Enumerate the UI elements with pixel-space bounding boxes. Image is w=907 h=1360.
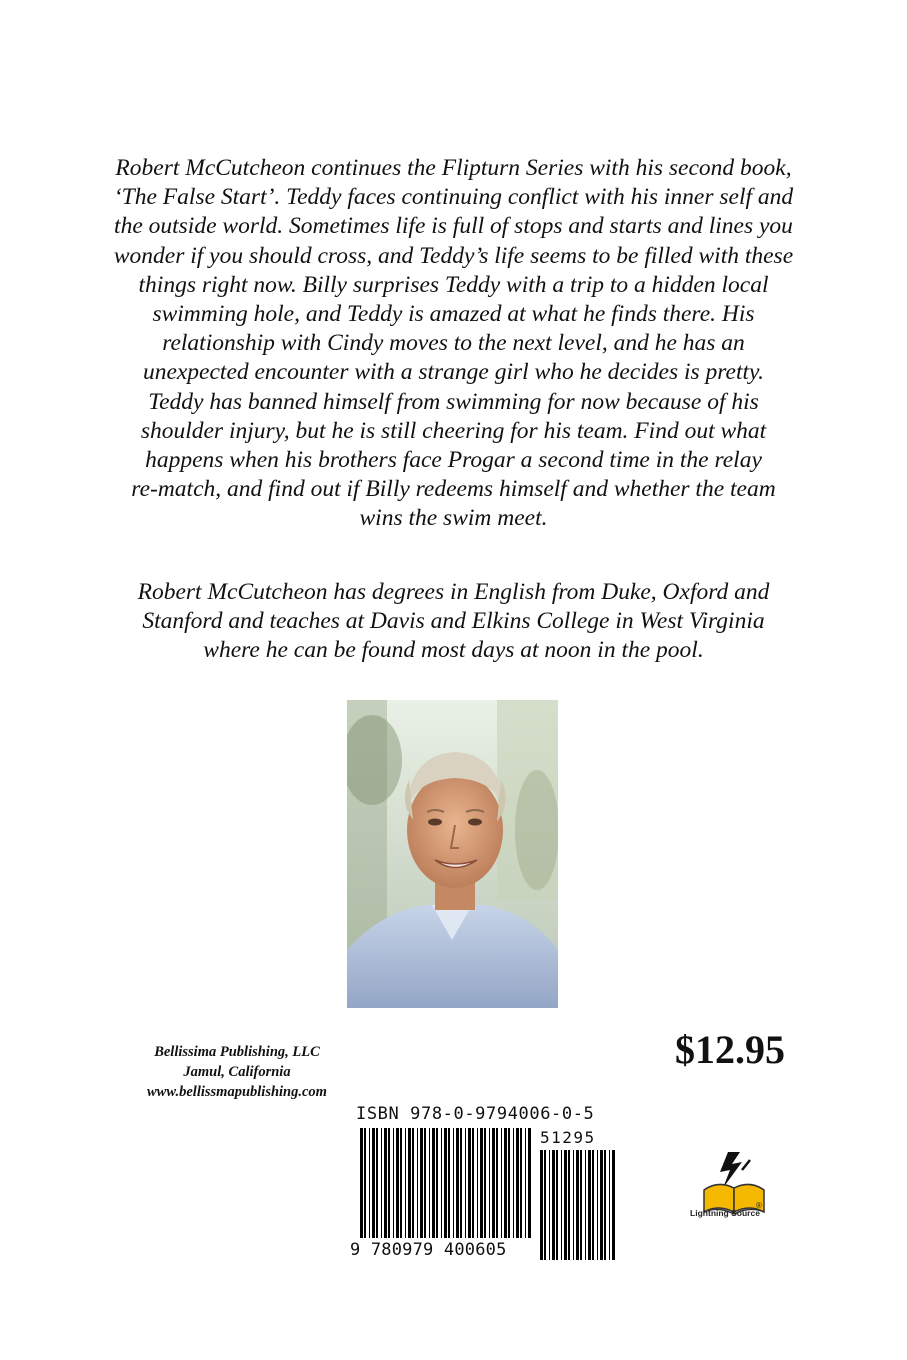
publisher-location: Jamul, California: [183, 1064, 291, 1080]
barcode-bar: [520, 1128, 522, 1238]
barcode-bar: [369, 1128, 370, 1238]
barcode-bar: [412, 1128, 414, 1238]
synopsis-line: unexpected encounter with a strange girl who he decides is pretty.: [142, 359, 765, 386]
bio-line: where he can be found most days at noon in the pool.: [203, 637, 704, 664]
barcode-bar: [381, 1128, 382, 1238]
barcode-bar: [364, 1128, 366, 1238]
publisher-website: www.bellissmapublishing.com: [147, 1084, 327, 1100]
barcode-bar: [477, 1128, 478, 1238]
barcode-bar: [393, 1128, 394, 1238]
barcode-bar: [384, 1128, 387, 1238]
barcode-bar: [585, 1150, 586, 1260]
barcode-bar: [576, 1150, 579, 1260]
barcode-bar: [432, 1128, 435, 1238]
barcode-bar: [465, 1128, 466, 1238]
barcode-bar: [564, 1150, 567, 1260]
barcode-bar: [480, 1128, 483, 1238]
barcode-bar: [573, 1150, 574, 1260]
synopsis-line: wonder if you should cross, and Teddy’s life seems to be filled with these: [113, 242, 794, 269]
barcode-bar: [504, 1128, 507, 1238]
synopsis-line: shoulder injury, but he is still cheering for his team. Find out what: [140, 417, 767, 444]
lightning-source-label: Lightning Source: [690, 1208, 760, 1218]
publisher-info: [112, 1042, 362, 1102]
synopsis-line: the outside world. Sometimes life is full of stops and starts and lines you: [114, 213, 793, 240]
barcode-bar: [429, 1128, 430, 1238]
author-photo: [347, 700, 558, 1008]
synopsis-line: re-match, and find out if Billy redeems himself and whether the team: [131, 476, 776, 503]
barcode-bar: [453, 1128, 454, 1238]
bio-line: Stanford and teaches at Davis and Elkins College in West Virginia: [142, 608, 765, 635]
price-addon-digits: 51295: [540, 1128, 596, 1147]
barcode-bar: [417, 1128, 418, 1238]
barcode-bar: [609, 1150, 610, 1260]
barcode-bar: [549, 1150, 550, 1260]
barcode-bar: [360, 1128, 363, 1238]
barcode-bar: [396, 1128, 399, 1238]
publisher-name: Bellissima Publishing, LLC: [154, 1044, 320, 1060]
barcode-bar: [489, 1128, 490, 1238]
back-cover-synopsis: [60, 154, 847, 534]
synopsis-line: happens when his brothers face Progar a second time in the relay: [145, 447, 762, 474]
registered-mark: ®: [756, 1201, 762, 1210]
barcode-bar: [400, 1128, 402, 1238]
barcode-bar: [513, 1128, 514, 1238]
barcode-bar: [612, 1150, 615, 1260]
barcode-bar: [516, 1128, 519, 1238]
synopsis-line: wins the swim meet.: [359, 505, 548, 532]
barcode-bar: [472, 1128, 474, 1238]
price: $12.95: [675, 1027, 785, 1072]
barcode-bar: [592, 1150, 594, 1260]
barcode-bar: [408, 1128, 411, 1238]
barcode-bar: [376, 1128, 378, 1238]
barcode-bar: [540, 1150, 543, 1260]
barcode-bar: [388, 1128, 390, 1238]
barcode-bar: [405, 1128, 406, 1238]
barcode-bar: [456, 1128, 459, 1238]
bio-line: Robert McCutcheon has degrees in English from Duke, Oxford and: [137, 579, 770, 605]
synopsis-line: Teddy has banned himself from swimming for now because of his: [148, 388, 759, 415]
barcode-bar: [508, 1128, 510, 1238]
barcode-bar: [600, 1150, 603, 1260]
isbn-label: ISBN 978-0-9794006-0-5: [356, 1104, 595, 1124]
barcode-bar: [484, 1128, 486, 1238]
barcode-bar: [501, 1128, 502, 1238]
barcode-bar: [468, 1128, 471, 1238]
author-bio: [60, 578, 847, 666]
barcode-bar: [460, 1128, 462, 1238]
barcode-bar: [436, 1128, 438, 1238]
barcode-bar: [525, 1128, 526, 1238]
ean-digits: 9 780979 400605: [350, 1240, 507, 1260]
barcode-bar: [372, 1128, 375, 1238]
barcode-bar: [544, 1150, 546, 1260]
synopsis-line: swimming hole, and Teddy is amazed at what he finds there. His: [152, 301, 755, 328]
barcode-bar: [588, 1150, 591, 1260]
barcode-bar: [420, 1128, 423, 1238]
barcode-bar: [528, 1128, 531, 1238]
barcode-bar: [597, 1150, 598, 1260]
barcode-bar: [492, 1128, 495, 1238]
synopsis-line: relationship with Cindy moves to the next level, and he has an: [162, 330, 745, 357]
barcode-bar: [441, 1128, 442, 1238]
barcode-bar: [568, 1150, 570, 1260]
barcode-bar: [556, 1150, 558, 1260]
synopsis-line: Robert McCutcheon continues the Flipturn Series with his second book,: [115, 155, 792, 181]
barcode-bar: [561, 1150, 562, 1260]
synopsis-line: ‘The False Start’. Teddy faces continuing conflict with his inner self and: [113, 184, 794, 211]
barcode-bar: [580, 1150, 582, 1260]
barcode-bar: [448, 1128, 450, 1238]
barcode-bar: [424, 1128, 426, 1238]
synopsis-line: things right now. Billy surprises Teddy with a trip to a hidden local: [138, 271, 769, 298]
barcode-bar: [444, 1128, 447, 1238]
barcode-bar: [496, 1128, 498, 1238]
barcode-bar: [604, 1150, 606, 1260]
barcode-bar: [552, 1150, 555, 1260]
